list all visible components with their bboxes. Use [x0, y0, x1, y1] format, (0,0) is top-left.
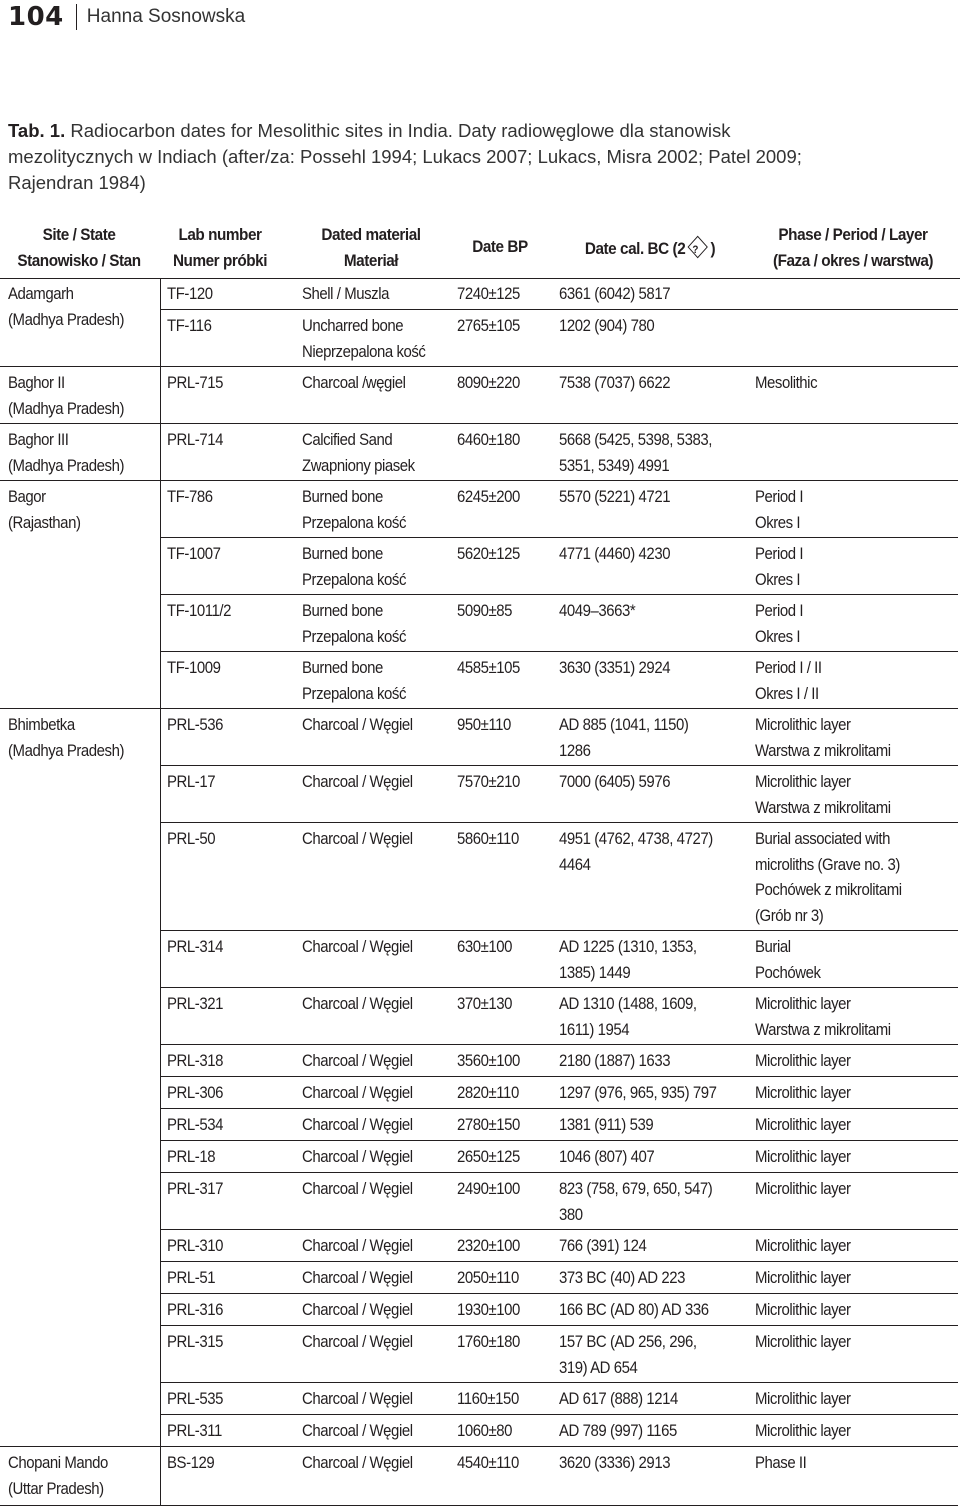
date-cal-cell: 4771 (4460) 4230 — [559, 544, 671, 563]
caption-label: Tab. 1. — [8, 120, 66, 141]
row-divider — [0, 1446, 958, 1447]
lab-number-cell: PRL-311 — [167, 1421, 222, 1440]
date-bp-cell: 2490±100 — [457, 1179, 520, 1198]
lab-number-cell: PRL-310 — [167, 1236, 223, 1255]
material-cell: Burned bone — [302, 487, 383, 506]
phase-cell: Period I / II — [755, 658, 822, 677]
phase-cell: Microlithic layer — [755, 1300, 851, 1319]
date-bp-cell: 1060±80 — [457, 1421, 513, 1440]
date-cal-cell: 5668 (5425, 5398, 5383, — [559, 430, 712, 449]
date-cal-cell: 4951 (4762, 4738, 4727) — [559, 829, 713, 848]
material-cell: Przepalona kość — [302, 683, 407, 703]
col-date-cal-header: Date cal. BC (2 ? ) — [560, 236, 740, 262]
date-cal-cell: 1202 (904) 780 — [559, 316, 655, 335]
lab-number-cell: PRL-714 — [167, 430, 223, 449]
phase-cell: Microlithic layer — [755, 1051, 851, 1070]
date-cal-cell: 766 (391) 124 — [559, 1236, 647, 1255]
row-divider — [160, 1325, 958, 1326]
date-cal-cell: 166 BC (AD 80) AD 336 — [559, 1300, 709, 1319]
phase-cell: Microlithic layer — [755, 1236, 851, 1255]
row-divider — [160, 987, 958, 988]
site-cell: (Madhya Pradesh) — [8, 455, 125, 475]
material-cell: Charcoal / Węgiel — [302, 1051, 413, 1070]
phase-cell: Warstwa z mikrolitami — [755, 1019, 891, 1039]
material-cell: Charcoal / Węgiel — [302, 829, 413, 848]
date-bp-cell: 1930±100 — [457, 1300, 520, 1319]
phase-cell: Microlithic layer — [755, 994, 851, 1013]
date-cal-cell: 1297 (976, 965, 935) 797 — [559, 1083, 717, 1102]
date-cal-cell: 1381 (911) 539 — [559, 1115, 654, 1134]
date-bp-cell: 2650±125 — [457, 1147, 520, 1166]
phase-cell: Microlithic layer — [755, 1147, 851, 1166]
lab-number-cell: TF-1007 — [167, 544, 221, 563]
lab-number-cell: PRL-317 — [167, 1179, 223, 1198]
table-header — [0, 216, 960, 279]
date-cal-cell: AD 885 (1041, 1150) — [559, 715, 689, 734]
date-cal-cell: 380 — [559, 1204, 583, 1224]
date-bp-cell: 7570±210 — [457, 772, 520, 791]
row-divider — [160, 1293, 958, 1294]
date-cal-cell: 2180 (1887) 1633 — [559, 1051, 671, 1070]
date-cal-cell: 1385) 1449 — [559, 962, 631, 982]
phase-cell: microliths (Grave no. 3) — [755, 854, 900, 874]
site-cell: (Madhya Pradesh) — [8, 309, 125, 329]
date-cal-cell: AD 617 (888) 1214 — [559, 1389, 678, 1408]
date-cal-cell: 3630 (3351) 2924 — [559, 658, 671, 677]
question-diamond-icon: ? — [688, 236, 708, 259]
row-divider — [160, 1382, 958, 1383]
lab-number-cell: PRL-306 — [167, 1083, 223, 1102]
site-cell: (Rajasthan) — [8, 512, 81, 532]
date-cal-cell: 373 BC (40) AD 223 — [559, 1268, 685, 1287]
phase-cell: Microlithic layer — [755, 1389, 851, 1408]
header-divider — [76, 4, 77, 30]
lab-number-cell: PRL-50 — [167, 829, 216, 848]
date-bp-cell: 1760±180 — [457, 1332, 520, 1351]
lab-number-cell: TF-120 — [167, 284, 213, 303]
date-cal-cell: 7538 (7037) 6622 — [559, 373, 671, 392]
row-divider — [160, 1172, 958, 1173]
phase-cell: Microlithic layer — [755, 1179, 851, 1198]
phase-cell: Microlithic layer — [755, 1332, 851, 1351]
phase-cell: Microlithic layer — [755, 1421, 851, 1440]
lab-number-cell: PRL-536 — [167, 715, 223, 734]
lab-number-cell: PRL-18 — [167, 1147, 216, 1166]
author-name: Hanna Sosnowska — [86, 6, 246, 27]
row-divider — [0, 480, 958, 481]
lab-number-cell: PRL-314 — [167, 937, 223, 956]
row-divider — [160, 1076, 958, 1077]
phase-cell: Warstwa z mikrolitami — [755, 740, 891, 760]
date-cal-cell: 4049–3663* — [559, 601, 636, 620]
site-cell: (Madhya Pradesh) — [8, 398, 125, 418]
row-divider — [160, 1414, 958, 1415]
col-site-header: Site / State Stanowisko / Stan — [17, 225, 141, 270]
material-cell: Charcoal / Węgiel — [302, 715, 413, 734]
date-cal-cell: 1046 (807) 407 — [559, 1147, 655, 1166]
phase-cell: Okres I — [755, 512, 801, 532]
material-cell: Burned bone — [302, 658, 383, 677]
material-cell: Charcoal / Węgiel — [302, 937, 413, 956]
site-cell: Bagor — [8, 487, 46, 506]
row-divider — [160, 765, 958, 766]
site-cell: Bhimbetka — [8, 715, 75, 734]
date-cal-cell: 319) AD 654 — [559, 1357, 638, 1377]
date-bp-cell: 5620±125 — [457, 544, 520, 563]
material-cell: Charcoal /węgiel — [302, 373, 406, 392]
row-divider — [160, 1140, 958, 1141]
date-cal-cell: 5351, 5349) 4991 — [559, 455, 670, 475]
row-divider — [0, 708, 958, 709]
material-cell: Charcoal / Węgiel — [302, 1300, 413, 1319]
material-cell: Charcoal / Węgiel — [302, 1389, 413, 1408]
date-bp-cell: 7240±125 — [457, 284, 520, 303]
date-bp-cell: 6245±200 — [457, 487, 520, 506]
date-bp-cell: 4585±105 — [457, 658, 520, 677]
phase-cell: Microlithic layer — [755, 1268, 851, 1287]
col-material-header: Dated material Materiał — [321, 225, 421, 270]
material-cell: Burned bone — [302, 601, 383, 620]
phase-cell: Period I — [755, 601, 804, 620]
date-bp-cell: 5090±85 — [457, 601, 513, 620]
row-divider — [160, 1044, 958, 1045]
row-divider — [0, 1505, 958, 1506]
material-cell: Charcoal / Węgiel — [302, 1147, 413, 1166]
material-cell: Zwapniony piasek — [302, 455, 415, 475]
row-divider — [160, 309, 958, 310]
table-caption — [8, 118, 828, 196]
row-divider — [0, 423, 958, 424]
phase-cell: Microlithic layer — [755, 1115, 851, 1134]
col-lab-header: Lab number Numer próbki — [172, 225, 268, 270]
row-divider — [160, 822, 958, 823]
date-cal-cell: 6361 (6042) 5817 — [559, 284, 671, 303]
date-bp-cell: 4540±110 — [457, 1453, 519, 1472]
date-bp-cell: 1160±150 — [457, 1389, 519, 1408]
lab-number-cell: PRL-535 — [167, 1389, 223, 1408]
date-cal-cell: AD 789 (997) 1165 — [559, 1421, 677, 1440]
lab-number-cell: PRL-316 — [167, 1300, 223, 1319]
material-cell: Uncharred bone — [302, 316, 404, 335]
material-cell: Calcified Sand — [302, 430, 393, 449]
row-divider — [160, 1261, 958, 1262]
material-cell: Charcoal / Węgiel — [302, 1236, 413, 1255]
lab-number-cell: TF-1011/2 — [167, 601, 231, 620]
row-divider — [0, 366, 958, 367]
phase-cell: Burial associated with — [755, 829, 891, 848]
lab-number-cell: PRL-318 — [167, 1051, 223, 1070]
date-bp-cell: 2820±110 — [457, 1083, 519, 1102]
page-header — [8, 0, 245, 34]
page-number: 104 — [8, 2, 64, 32]
phase-cell: Okres I / II — [755, 683, 819, 703]
material-cell: Charcoal / Węgiel — [302, 1453, 413, 1472]
material-cell: Charcoal / Węgiel — [302, 1421, 413, 1440]
site-cell: Chopani Mando — [8, 1453, 108, 1472]
row-divider — [160, 1108, 958, 1109]
date-cal-cell: 7000 (6405) 5976 — [559, 772, 671, 791]
date-cal-cell: 1286 — [559, 740, 591, 760]
material-cell: Shell / Muszla — [302, 284, 389, 303]
material-cell: Charcoal / Węgiel — [302, 1332, 413, 1351]
site-cell: Baghor III — [8, 430, 69, 449]
phase-cell: Pochówek z mikrolitami — [755, 880, 902, 899]
phase-cell: Pochówek — [755, 962, 821, 982]
date-bp-cell: 2320±100 — [457, 1236, 520, 1255]
phase-cell: Okres I — [755, 569, 801, 589]
phase-cell: Warstwa z mikrolitami — [755, 797, 891, 817]
lab-number-cell: PRL-315 — [167, 1332, 223, 1351]
material-cell: Charcoal / Węgiel — [302, 1083, 413, 1102]
phase-cell: Period I — [755, 544, 804, 563]
material-cell: Charcoal / Węgiel — [302, 1179, 413, 1198]
date-cal-cell: 4464 — [559, 854, 591, 874]
lab-number-cell: TF-1009 — [167, 658, 221, 677]
row-divider — [160, 594, 958, 595]
site-cell: Adamgarh — [8, 284, 74, 303]
date-cal-cell: 823 (758, 679, 650, 547) — [559, 1179, 713, 1198]
site-cell: Baghor II — [8, 373, 65, 392]
caption-text: Radiocarbon dates for Mesolithic sites in India. Daty radiowęglowe dla stanowisk mezolitycznych w Indiach (after/za: Possehl 1994; Lukacs 2007; Lukacs, Misra 2002; Patel 2009; Rajendran 1984) — [8, 120, 802, 193]
lab-number-cell: PRL-51 — [167, 1268, 216, 1287]
column-divider — [160, 278, 161, 1506]
date-bp-cell: 370±130 — [457, 994, 513, 1013]
date-bp-cell: 630±100 — [457, 937, 513, 956]
phase-cell: (Grób nr 3) — [755, 905, 824, 925]
date-bp-cell: 950±110 — [457, 715, 511, 734]
date-bp-cell: 2765±105 — [457, 316, 520, 335]
row-divider — [160, 1229, 958, 1230]
material-cell: Charcoal / Węgiel — [302, 1115, 413, 1134]
phase-cell: Microlithic layer — [755, 715, 851, 734]
row-divider — [160, 930, 958, 931]
date-cal-cell: 1611) 1954 — [559, 1019, 630, 1039]
lab-number-cell: BS-129 — [167, 1453, 215, 1472]
material-cell: Nieprzepalona kość — [302, 341, 426, 361]
phase-cell: Microlithic layer — [755, 1083, 851, 1102]
col-date-bp-header: Date BP — [472, 237, 528, 256]
date-cal-cell: AD 1310 (1488, 1609, — [559, 994, 697, 1013]
phase-cell: Phase II — [755, 1453, 807, 1472]
phase-cell: Okres I — [755, 626, 801, 646]
site-cell: (Madhya Pradesh) — [8, 740, 125, 760]
date-cal-cell: 3620 (3336) 2913 — [559, 1453, 671, 1472]
material-cell: Charcoal / Węgiel — [302, 994, 413, 1013]
phase-cell: Microlithic layer — [755, 772, 851, 791]
lab-number-cell: PRL-715 — [167, 373, 223, 392]
phase-cell: Mesolithic — [755, 373, 818, 392]
lab-number-cell: PRL-17 — [167, 772, 216, 791]
material-cell: Przepalona kość — [302, 569, 407, 589]
material-cell: Burned bone — [302, 544, 383, 563]
material-cell: Charcoal / Węgiel — [302, 772, 413, 791]
material-cell: Charcoal / Węgiel — [302, 1268, 413, 1287]
lab-number-cell: PRL-321 — [167, 994, 223, 1013]
date-bp-cell: 5860±110 — [457, 829, 519, 848]
material-cell: Przepalona kość — [302, 512, 407, 532]
date-cal-cell: AD 1225 (1310, 1353, — [559, 937, 697, 956]
date-bp-cell: 8090±220 — [457, 373, 520, 392]
date-cal-cell: 5570 (5221) 4721 — [559, 487, 671, 506]
date-bp-cell: 2050±110 — [457, 1268, 519, 1287]
lab-number-cell: TF-786 — [167, 487, 213, 506]
date-bp-cell: 3560±100 — [457, 1051, 520, 1070]
lab-number-cell: PRL-534 — [167, 1115, 223, 1134]
material-cell: Przepalona kość — [302, 626, 407, 646]
col-phase-header: Phase / Period / Layer (Faza / okres / warstwa) — [772, 225, 934, 270]
site-cell: (Uttar Pradesh) — [8, 1478, 104, 1498]
row-divider — [160, 651, 958, 652]
phase-cell: Burial — [755, 937, 791, 956]
date-bp-cell: 6460±180 — [457, 430, 520, 449]
row-divider — [160, 537, 958, 538]
phase-cell: Period I — [755, 487, 804, 506]
date-bp-cell: 2780±150 — [457, 1115, 520, 1134]
date-cal-cell: 157 BC (AD 256, 296, — [559, 1332, 697, 1351]
lab-number-cell: TF-116 — [167, 316, 212, 335]
